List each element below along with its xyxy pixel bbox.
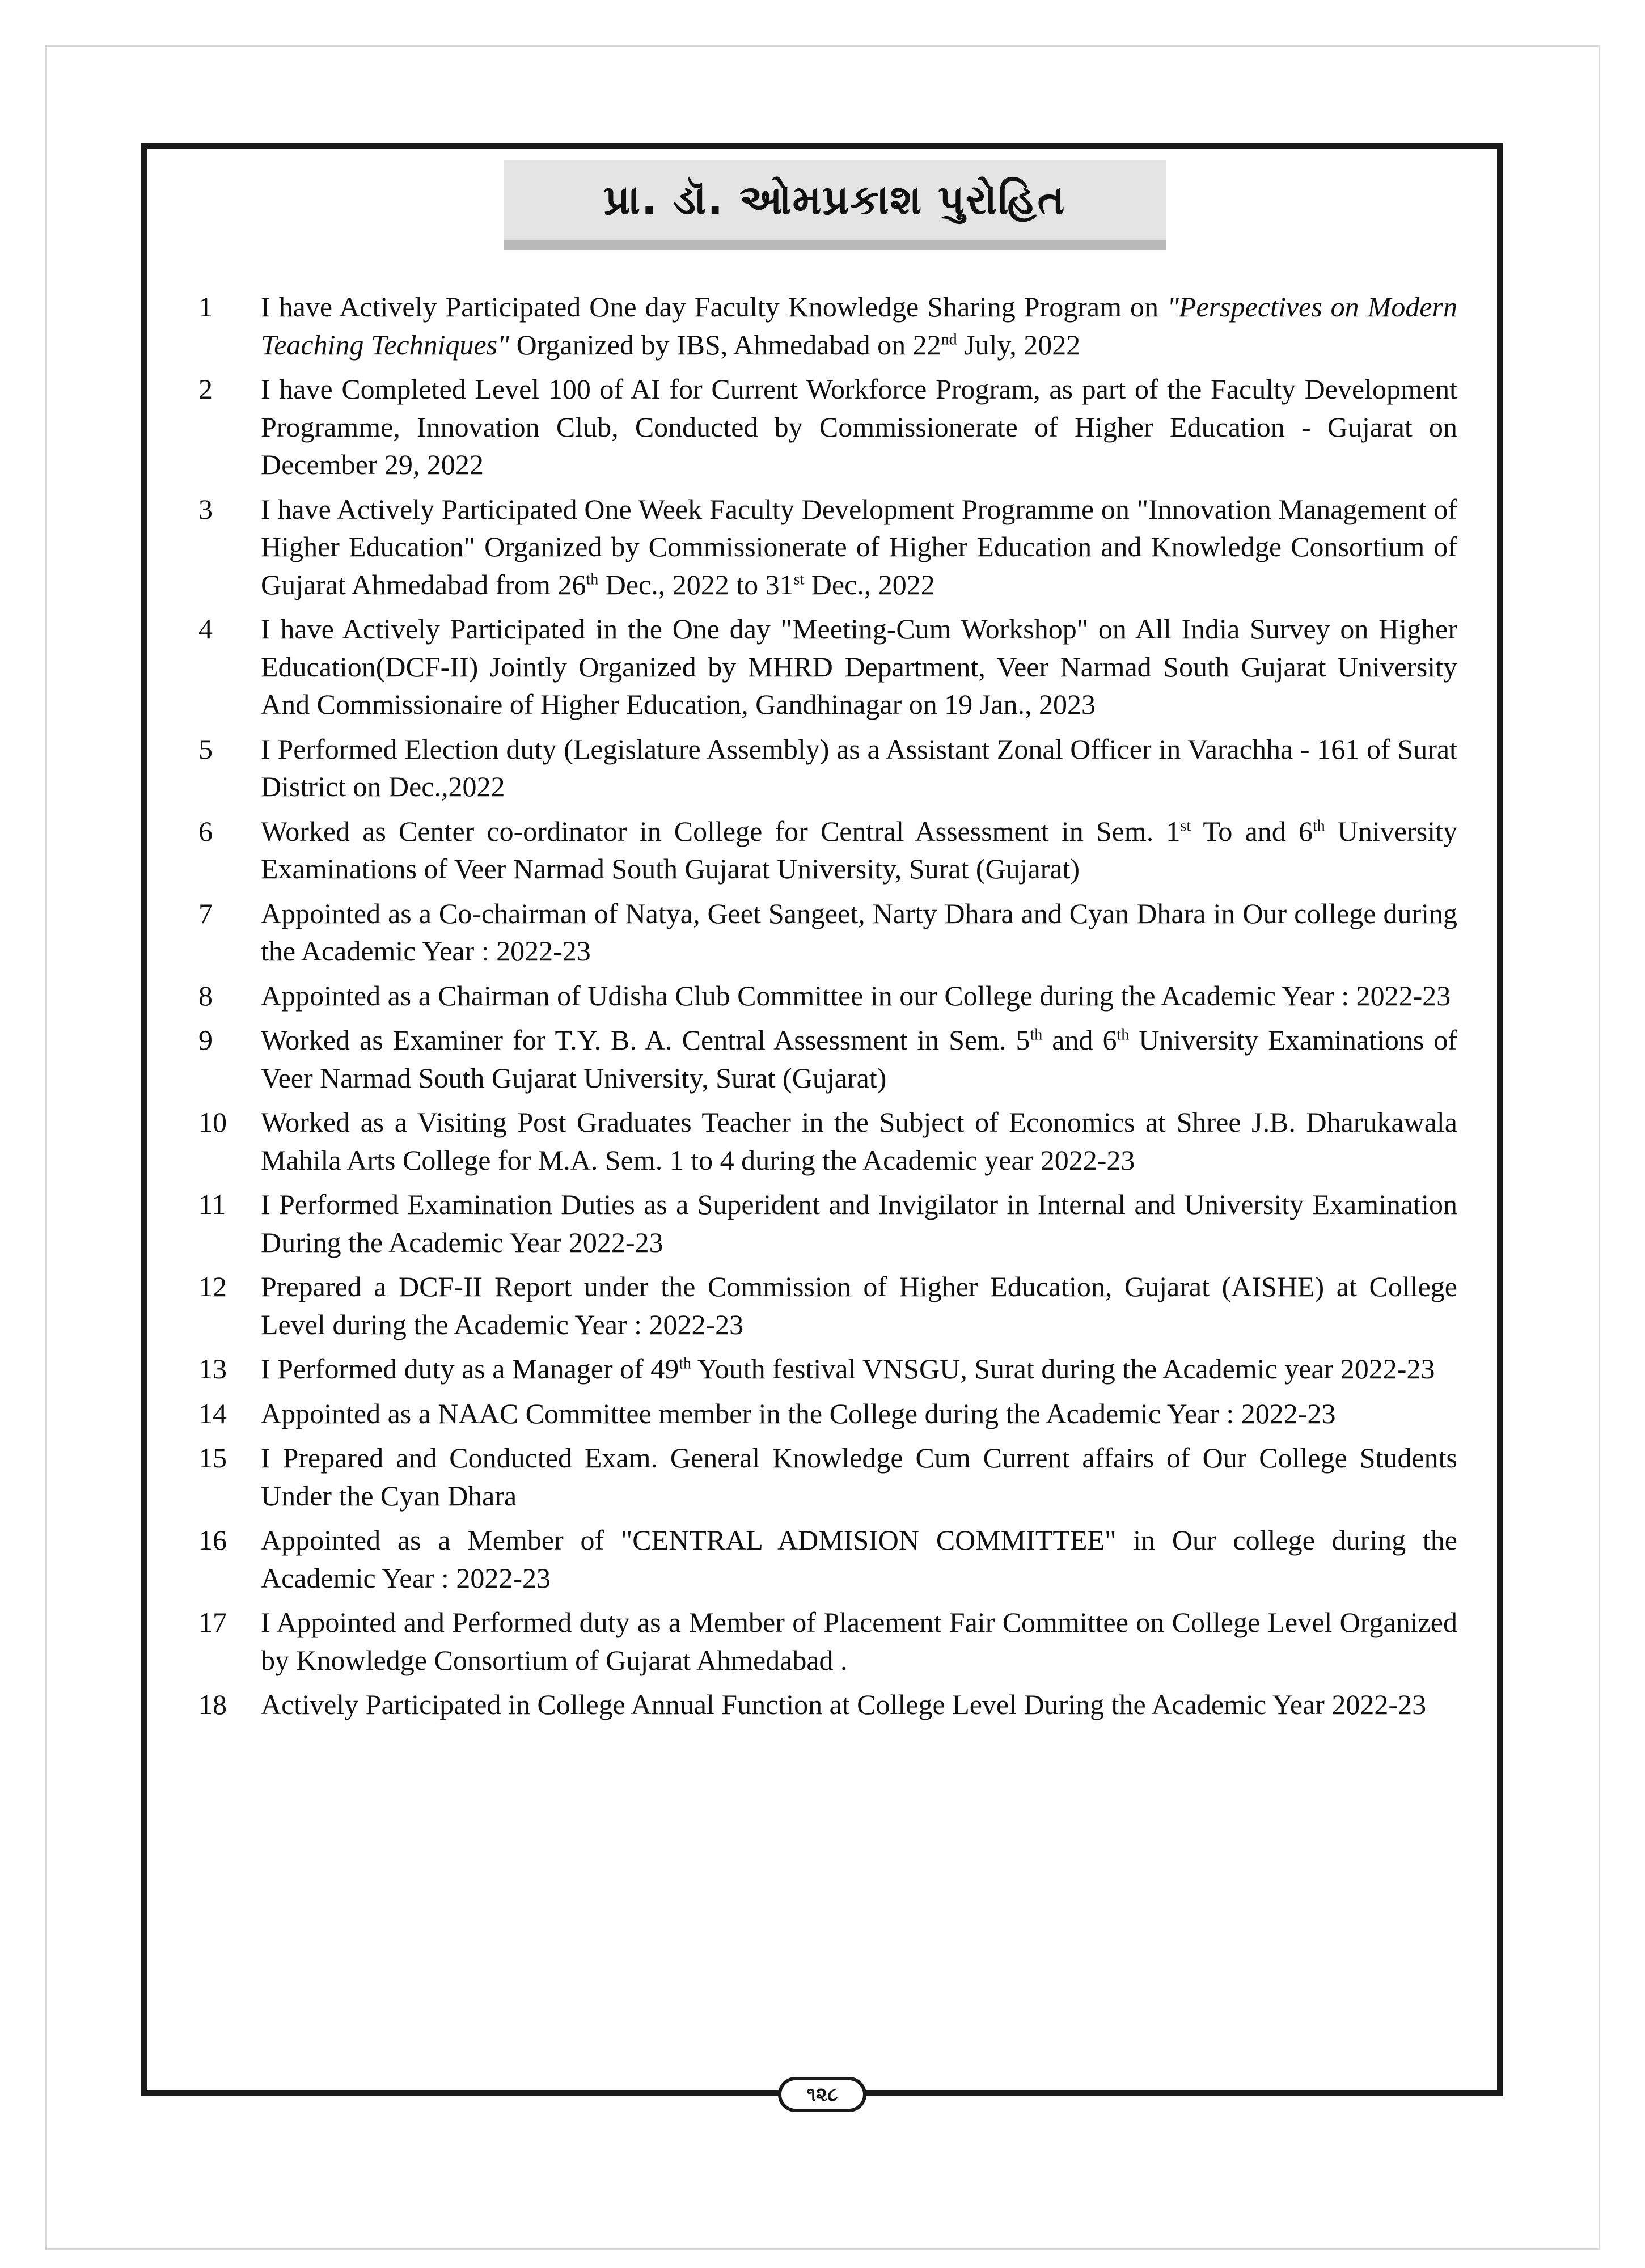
text-run: I have Actively Participated One day Faculty Knowledge Sharing Program on bbox=[261, 291, 1168, 323]
text-run: I Performed duty as a Manager of 49 bbox=[261, 1353, 679, 1385]
page-title: પ્રા. ડૉ. ઓમપ્રકાશ પુરોહિત bbox=[603, 176, 1066, 223]
list-item bbox=[193, 1686, 1457, 1724]
text-run: I have Actively Participated One Week Faculty Development Programme on "Innovation Management of Higher Education" Organized by Commissionerate of Higher Education and Knowledge Consortium of Gujarat Ahmedabad from 26 bbox=[261, 493, 1457, 600]
text-run: I Performed Election duty (Legislature Assembly) as a Assistant Zonal Officer in Varachha - 161 of Surat District on Dec.,2022 bbox=[261, 733, 1457, 802]
text-run: Prepared a DCF-II Report under the Commission of Higher Education, Gujarat (AISHE) at College Level during the Academic Year : 2022-23 bbox=[261, 1271, 1457, 1340]
item-number: 1 bbox=[198, 291, 213, 323]
ordinal-suffix: nd bbox=[941, 330, 957, 348]
item-text bbox=[261, 977, 1457, 1015]
item-text bbox=[261, 730, 1457, 806]
ordinal-suffix: st bbox=[793, 570, 805, 588]
list-item bbox=[193, 1103, 1457, 1179]
item-number: 11 bbox=[198, 1188, 226, 1220]
list-item bbox=[193, 1603, 1457, 1679]
list-item bbox=[193, 1395, 1457, 1433]
item-number: 12 bbox=[198, 1271, 227, 1302]
item-text bbox=[261, 1395, 1457, 1433]
text-run: Appointed as a Chairman of Udisha Club Committee in our College during the Academic Year : 2022-23 bbox=[261, 979, 1451, 1012]
item-text bbox=[261, 1103, 1457, 1179]
item-text bbox=[261, 288, 1457, 363]
item-text bbox=[261, 1021, 1457, 1097]
list-item bbox=[193, 1350, 1457, 1388]
item-text bbox=[261, 1521, 1457, 1597]
item-number: 15 bbox=[198, 1442, 227, 1474]
text-run: Appointed as a Member of "CENTRAL ADMISION COMMITTEE" in Our college during the Academic Year : 2022-23 bbox=[261, 1524, 1457, 1594]
text-run: Appointed as a NAAC Committee member in the College during the Academic Year : 2022-23 bbox=[261, 1397, 1336, 1429]
item-text bbox=[261, 490, 1457, 604]
item-number: 18 bbox=[198, 1689, 227, 1720]
item-text bbox=[261, 895, 1457, 970]
page-number: ૧૨૮ bbox=[806, 2083, 838, 2106]
item-text bbox=[261, 1268, 1457, 1343]
list-item bbox=[193, 1186, 1457, 1261]
item-number: 6 bbox=[198, 815, 213, 847]
text-run: University Examinations of Veer Narmad South Gujarat University, Surat (Gujarat) bbox=[261, 815, 1457, 885]
item-number: 13 bbox=[198, 1353, 227, 1385]
item-number: 4 bbox=[198, 613, 213, 645]
text-run: I Appointed and Performed duty as a Member of Placement Fair Committee on College Level Organized by Knowledge Consortium of Gujarat Ahmedabad . bbox=[261, 1606, 1457, 1676]
activity-list bbox=[193, 288, 1457, 1730]
item-number: 16 bbox=[198, 1524, 227, 1556]
ordinal-suffix: st bbox=[1180, 816, 1191, 835]
italic-title: "Perspectives on Modern Teaching Techniques" bbox=[261, 291, 1457, 361]
text-run: Worked as Center co-ordinator in College for Central Assessment in Sem. 1 bbox=[261, 815, 1181, 847]
item-number: 7 bbox=[198, 897, 213, 929]
item-number: 8 bbox=[198, 979, 213, 1012]
item-number: 17 bbox=[198, 1606, 227, 1638]
text-run: I have Completed Level 100 of AI for Current Workforce Program, as part of the Faculty Development Programme, Innovation Club, Conducted by Commissionerate of Higher Education - Gujarat on December 29, 2022 bbox=[261, 373, 1457, 480]
list-item bbox=[193, 1268, 1457, 1343]
ordinal-suffix: th bbox=[1117, 1026, 1130, 1044]
text-run: University Examinations of Veer Narmad South Gujarat University, Surat (Gujarat) bbox=[261, 1024, 1458, 1094]
text-run: I have Actively Participated in the One day "Meeting-Cum Workshop" on All India Survey on Higher Education(DCF-II) Jointly Organized by MHRD Department, Veer Narmad South Gujarat University And Commissionaire of Higher Education, Gandhinagar on 19 Jan., 2023 bbox=[261, 613, 1457, 720]
text-run: Appointed as a Co-chairman of Natya, Geet Sangeet, Narty Dhara and Cyan Dhara in Our college during the Academic Year : 2022-23 bbox=[261, 897, 1457, 967]
text-run: July, 2022 bbox=[957, 328, 1081, 361]
list-item bbox=[193, 1521, 1457, 1597]
text-run: I Performed Examination Duties as a Superident and Invigilator in Internal and University Examination During the Academic Year 2022-23 bbox=[261, 1188, 1457, 1258]
item-number: 2 bbox=[198, 373, 213, 405]
list-item bbox=[193, 895, 1457, 970]
ordinal-suffix: th bbox=[679, 1355, 692, 1373]
text-run: Youth festival VNSGU, Surat during the Academic year 2022-23 bbox=[691, 1353, 1435, 1385]
item-text bbox=[261, 610, 1457, 723]
list-item bbox=[193, 490, 1457, 604]
text-run: Worked as Examiner for T.Y. B. A. Central Assessment in Sem. 5 bbox=[261, 1024, 1030, 1056]
item-text bbox=[261, 1686, 1457, 1724]
list-item bbox=[193, 813, 1457, 888]
list-item bbox=[193, 1439, 1457, 1514]
text-run: Organized by IBS, Ahmedabad on 22 bbox=[509, 328, 941, 361]
item-text bbox=[261, 813, 1457, 888]
list-item bbox=[193, 977, 1457, 1015]
text-run: Dec., 2022 to 31 bbox=[598, 568, 794, 600]
text-run: To and 6 bbox=[1191, 815, 1313, 847]
list-item bbox=[193, 730, 1457, 806]
title-banner bbox=[504, 160, 1166, 250]
text-run: Worked as a Visiting Post Graduates Teacher in the Subject of Economics at Shree J.B. Dharukawala Mahila Arts College for M.A. Sem. 1 to 4 during the Academic year 2022-23 bbox=[261, 1106, 1457, 1176]
text-run: I Prepared and Conducted Exam. General Knowledge Cum Current affairs of Our College Students Under the Cyan Dhara bbox=[261, 1442, 1457, 1512]
text-run: Actively Participated in College Annual Function at College Level During the Academic Year 2022-23 bbox=[261, 1689, 1427, 1720]
list-item bbox=[193, 370, 1457, 484]
text-run: Dec., 2022 bbox=[804, 568, 935, 600]
item-text bbox=[261, 1350, 1457, 1388]
item-text bbox=[261, 370, 1457, 484]
list-item bbox=[193, 1021, 1457, 1097]
item-text bbox=[261, 1439, 1457, 1514]
item-number: 14 bbox=[198, 1397, 227, 1429]
ordinal-suffix: th bbox=[1312, 816, 1325, 835]
item-number: 9 bbox=[198, 1024, 213, 1056]
item-number: 10 bbox=[198, 1106, 227, 1138]
text-run: and 6 bbox=[1042, 1024, 1117, 1056]
item-number: 5 bbox=[198, 733, 213, 765]
page-number-badge bbox=[778, 2077, 866, 2112]
ordinal-suffix: th bbox=[586, 570, 599, 588]
item-text bbox=[261, 1186, 1457, 1261]
list-item bbox=[193, 288, 1457, 363]
item-number: 3 bbox=[198, 493, 213, 525]
ordinal-suffix: th bbox=[1030, 1026, 1043, 1044]
item-text bbox=[261, 1603, 1457, 1679]
list-item bbox=[193, 610, 1457, 723]
